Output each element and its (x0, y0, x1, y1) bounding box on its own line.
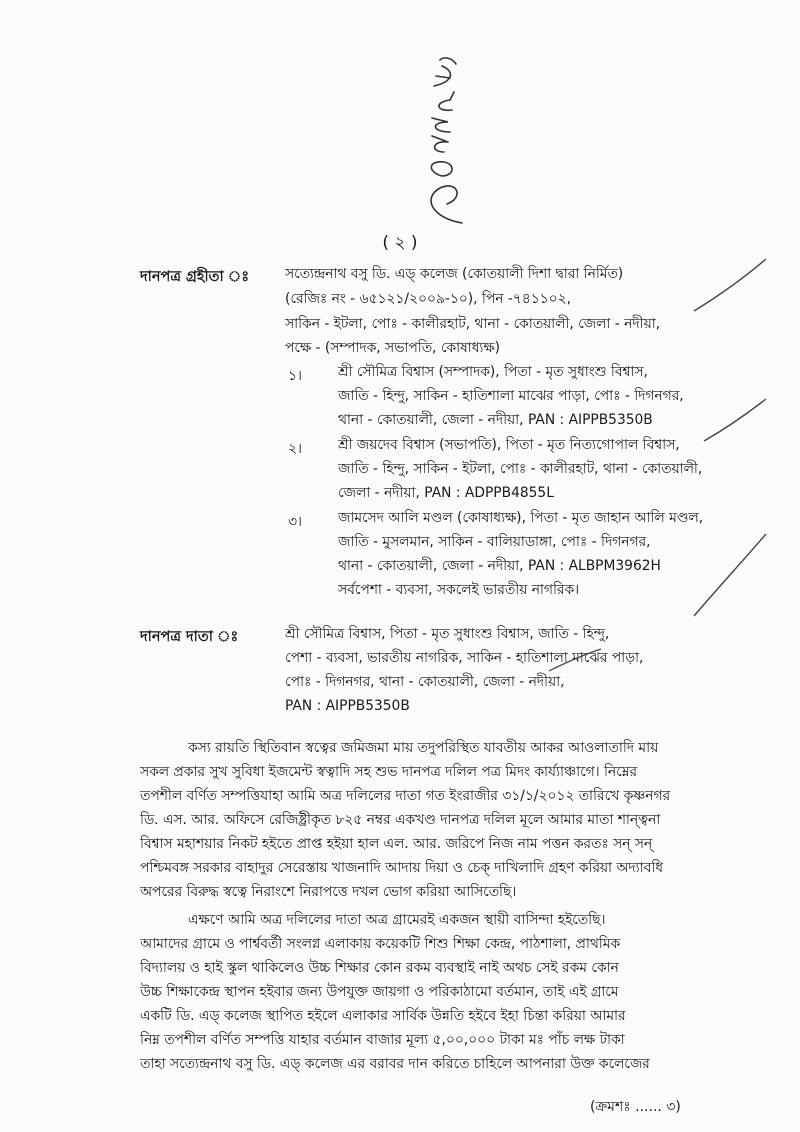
member-line: জেলা - নদীয়া, PAN : ADPPB4855L (338, 485, 554, 501)
donor-line: পোঃ - দিগনগর, থানা - কোতয়ালী, জেলা - নদীয়া, (285, 674, 565, 690)
ink-stroke (545, 645, 605, 675)
handwritten-signature (392, 48, 502, 238)
member-line: শ্রী জয়দেব বিশ্বাস (সভাপতি), পিতা - মৃত নিত্যগোপাল বিশ্বাস, (338, 437, 680, 453)
recipient-line: সাকিন - ইটলা, পোঃ - কালীরহাট, থানা - কোতয়ালী, জেলা - নদীয়া, (285, 316, 661, 332)
member-line: জাতি - হিন্দু, সাকিন - ইটলা, পোঃ - কালীরহাট, থানা - কোতয়ালী, (338, 461, 703, 477)
recipient-line: (রেজিঃ নং - ৬৫১২১/২০০৯-১০), পিন -৭৪১১০২, (285, 291, 571, 307)
body-line: উচ্চ শিক্ষাকেন্দ্র স্থাপন হইবার জন্য উপযুক্ত জায়গা ও পরিকাঠামো বর্তমান, তাই এই গ্রামে (140, 984, 619, 1000)
continuation-marker: (ক্রমশঃ ...... ৩) (590, 1099, 681, 1115)
ink-stroke (690, 255, 770, 315)
member-line: জামসেদ আলি মণ্ডল (কোষাধ্যক্ষ), পিতা - মৃত জাহান আলি মণ্ডল, (338, 510, 704, 526)
ink-stroke (690, 530, 770, 620)
body-line: অপরের বিরুদ্ধ স্বত্বে নিরাংশে নিরাপত্তে দখল ভোগ করিয়া আসিতেছি। (140, 884, 517, 900)
member-line: থানা - কোতয়ালী, জেলা - নদীয়া, PAN : ALBPM3962H (338, 558, 661, 574)
member-number: ৩। (288, 514, 302, 530)
donor-label: দানপত্র দাতা ঃ (140, 629, 239, 645)
member-number: ২। (288, 441, 302, 457)
member-line: জাতি - মুসলমান, সাকিন - বালিয়াডাঙ্গা, পোঃ - দিগনগর, (338, 534, 651, 550)
recipient-line: সত্যেন্দ্রনাথ বসু ডি. এড্ কলেজ (কোতয়ালী দিশা দ্বারা নির্মিত) (285, 266, 624, 282)
ink-stroke (700, 395, 770, 445)
body-line: তাহা সত্যেন্দ্রনাথ বসু ডি. এড্ কলেজ এর বরাবর দান করিতে চাহিলে আপনারা উক্ত কলেজের (140, 1056, 650, 1072)
recipient-line: পক্ষে - (সম্পাদক, সভাপতি, কোষাধ্যক্ষ) (285, 340, 500, 356)
body-line: আমাদের গ্রামে ও পার্শ্ববর্তী সংলগ্ন এলাকায় কয়েকটি শিশু শিক্ষা কেন্দ্র, পাঠশালা, প্রাথমিক (140, 936, 621, 952)
body-line: এক্ষণে আমি অত্র দলিলের দাতা অত্র গ্রামেরই একজন স্থায়ী বাসিন্দা হইতেছি। (188, 912, 606, 928)
body-line: ডি. এস. আর. অফিসে রেজিষ্ট্রীকৃত ৮২৫ নম্বর একখণ্ড দানপত্র দলিল মূলে আমার মাতা শান্ত্বনা (140, 812, 661, 828)
body-line: বিদ্যালয় ও হাই স্কুল থাকিলেও উচ্চ শিক্ষার কোন রকম ব্যবস্থাই নাই অথচ সেই রকম কোন (140, 960, 619, 976)
body-line: সকল প্রকার সুখ সুবিধা ইজমেন্ট স্বত্বাদি সহ শুভ দানপত্র দলিল পত্র মিদং কার্য্যাঞ্চাগে। নিম্নের (140, 764, 637, 780)
member-line: শ্রী সৌমিত্র বিশ্বাস (সম্পাদক), পিতা - মৃত সুধাংশু বিশ্বাস, (338, 364, 648, 380)
body-line: পশ্চিমবঙ্গ সরকার বাহাদুর সেরেস্তায় খাজনাদি আদায় দিয়া ও চেক্ দাখিলাদি গ্রহণ করিয়া অদ্যাবধি (140, 860, 663, 876)
body-line: তপশীল বর্ণিত সম্পত্তিযাহা আমি অত্র দলিলের দাতা গত ইংরাজীর ৩১/১/২০১২ তারিখে কৃষ্ণনগর (140, 788, 671, 804)
body-line: বিশ্বাস মহাশয়ার নিকট হইতে প্রাপ্ত হইয়া হাল এল. আর. জরিপে নিজ নাম পত্তন করতঃ সন্ সন্ (140, 836, 653, 852)
body-line: নিম্ন তপশীল বর্ণিত সম্পত্তি যাহার বর্তমান বাজার মূল্য ৫,০০,০০০ টাকা মঃ পাঁচ লক্ষ টাকা (140, 1032, 625, 1048)
donor-line: PAN : AIPPB5350B (285, 698, 410, 714)
member-number: ১। (288, 368, 302, 384)
member-line: জাতি - হিন্দু, সাকিন - হাতিশালা মাঝের পাড়া, পোঃ - দিগনগর, (338, 388, 684, 404)
recipient-closing: সর্বপেশা - ব্যবসা, সকলেই ভারতীয় নাগরিক। (338, 582, 580, 598)
member-line: থানা - কোতয়ালী, জেলা - নদীয়া, PAN : AIPPB5350B (338, 412, 653, 428)
donor-line: শ্রী সৌমিত্র বিশ্বাস, পিতা - মৃত সুধাংশু বিশ্বাস, জাতি - হিন্দু, (285, 626, 610, 642)
donor-line: পেশা - ব্যবসা, ভারতীয় নাগরিক, সাকিন - হাতিশালা মাঝের পাড়া, (285, 650, 644, 666)
recipient-label: দানপত্র গ্রহীতা ঃ (140, 269, 250, 285)
body-line: একটি ডি. এড্ কলেজ স্থাপিত হইলে এলাকার সার্বিক উন্নতি হইবে ইহা চিন্তা করিয়া আমার (140, 1008, 626, 1024)
page-number: ( ২ ) (382, 233, 418, 253)
body-line: কস্য রায়তি স্থিতিবান স্বত্বের জমিজমা মায় তদুপরিস্থিত যাবতীয় আকর আওলাতাদি মায় (188, 740, 659, 756)
